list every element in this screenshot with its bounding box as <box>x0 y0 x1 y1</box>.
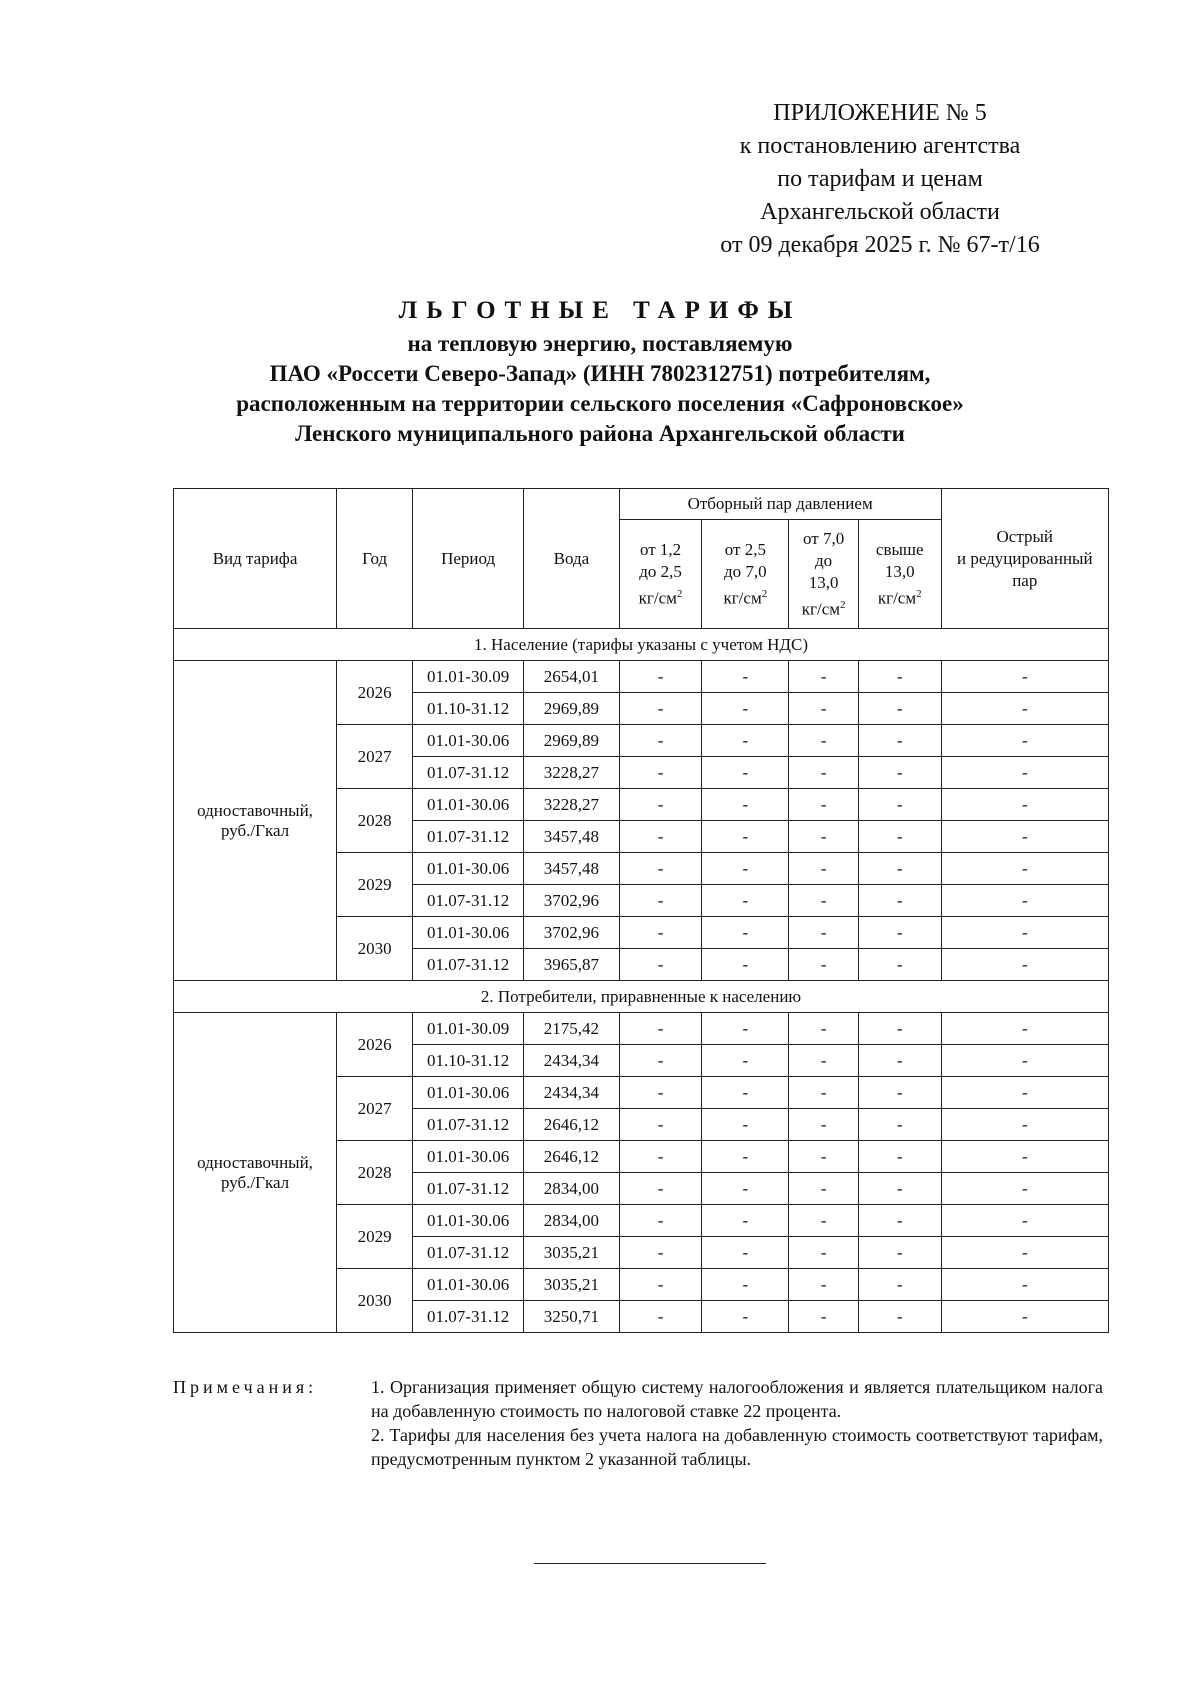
period-cell: 01.01-30.06 <box>413 1077 524 1109</box>
year-cell: 2029 <box>337 1205 413 1269</box>
title-main: ЛЬГОТНЫЕ ТАРИФЫ <box>398 297 802 324</box>
empty-value-cell: - <box>858 1013 941 1045</box>
empty-value-cell: - <box>702 1013 789 1045</box>
unit-exponent: 2 <box>916 587 922 600</box>
water-value-cell: 2646,12 <box>524 1109 620 1141</box>
empty-value-cell: - <box>702 661 789 693</box>
header-line: до <box>815 550 833 570</box>
empty-value-cell: - <box>702 1077 789 1109</box>
empty-value-cell: - <box>858 1269 941 1301</box>
period-cell: 01.07-31.12 <box>413 1109 524 1141</box>
header-line: и редуцированный <box>956 548 1093 568</box>
empty-value-cell: - <box>858 1109 941 1141</box>
appendix-line: ПРИЛОЖЕНИЕ № 5 <box>773 100 987 126</box>
empty-value-cell: - <box>789 1269 859 1301</box>
empty-value-cell: - <box>789 789 859 821</box>
header-line <box>792 594 855 621</box>
note-item: 1. Организация применяет общую систему налогообложения и является плательщиком налога на добавленную стоимость по налоговой ставке 22 процента. <box>371 1377 1103 1421</box>
header-sharp-steam <box>941 489 1108 629</box>
period-cell: 01.10-31.12 <box>413 1045 524 1077</box>
appendix-header <box>630 97 1130 262</box>
unit-text: кг/см <box>877 588 917 608</box>
water-value-cell: 2434,34 <box>524 1045 620 1077</box>
empty-value-cell: - <box>941 789 1108 821</box>
tariff-type-cell <box>174 661 337 981</box>
empty-value-cell: - <box>789 661 859 693</box>
water-value-cell: 3228,27 <box>524 789 620 821</box>
empty-value-cell: - <box>619 1045 702 1077</box>
header-year: Год <box>337 489 413 629</box>
empty-value-cell: - <box>858 885 941 917</box>
unit-text: кг/см <box>801 599 840 619</box>
empty-value-cell: - <box>702 1237 789 1269</box>
water-value-cell: 3457,48 <box>524 821 620 853</box>
period-cell: 01.07-31.12 <box>413 1173 524 1205</box>
title-line: расположенным на территории сельского поселения «Сафроновское» <box>236 391 964 416</box>
empty-value-cell: - <box>789 1045 859 1077</box>
unit-exponent: 2 <box>840 598 846 611</box>
year-cell: 2028 <box>337 1141 413 1205</box>
empty-value-cell: - <box>941 1109 1108 1141</box>
unit-text: кг/см <box>638 588 677 608</box>
water-value-cell: 2654,01 <box>524 661 620 693</box>
empty-value-cell: - <box>702 725 789 757</box>
empty-value-cell: - <box>702 1045 789 1077</box>
empty-value-cell: - <box>789 853 859 885</box>
empty-value-cell: - <box>941 949 1108 981</box>
empty-value-cell: - <box>789 917 859 949</box>
empty-value-cell: - <box>702 853 789 885</box>
tariff-type-line: одноставочный, <box>197 800 313 820</box>
year-cell: 2028 <box>337 789 413 853</box>
empty-value-cell: - <box>941 1205 1108 1237</box>
empty-value-cell: - <box>702 1109 789 1141</box>
header-line: свыше <box>875 539 924 559</box>
appendix-line: по тарифам и ценам <box>777 166 983 192</box>
year-cell: 2029 <box>337 853 413 917</box>
empty-value-cell: - <box>858 1141 941 1173</box>
empty-value-cell: - <box>941 917 1108 949</box>
period-cell: 01.01-30.06 <box>413 1141 524 1173</box>
period-cell: 01.01-30.06 <box>413 725 524 757</box>
empty-value-cell: - <box>702 1205 789 1237</box>
empty-value-cell: - <box>941 725 1108 757</box>
unit-exponent: 2 <box>761 587 768 600</box>
period-cell: 01.07-31.12 <box>413 949 524 981</box>
empty-value-cell: - <box>941 853 1108 885</box>
empty-value-cell: - <box>619 1301 702 1333</box>
empty-value-cell: - <box>789 1109 859 1141</box>
tariff-type-line: одноставочный, <box>197 1152 313 1172</box>
empty-value-cell: - <box>858 1173 941 1205</box>
unit-text: кг/см <box>723 588 762 608</box>
empty-value-cell: - <box>619 917 702 949</box>
table-row <box>174 1013 1109 1045</box>
water-value-cell: 2969,89 <box>524 693 620 725</box>
water-value-cell: 2646,12 <box>524 1141 620 1173</box>
title-line: ПАО «Россети Северо-Запад» (ИНН 7802312751) потребителям, <box>269 361 931 386</box>
water-value-cell: 3250,71 <box>524 1301 620 1333</box>
period-cell: 01.01-30.06 <box>413 1269 524 1301</box>
empty-value-cell: - <box>619 693 702 725</box>
empty-value-cell: - <box>789 821 859 853</box>
header-water: Вода <box>524 489 620 629</box>
empty-value-cell: - <box>619 821 702 853</box>
period-cell: 01.01-30.06 <box>413 1205 524 1237</box>
empty-value-cell: - <box>858 1205 941 1237</box>
empty-value-cell: - <box>702 1301 789 1333</box>
empty-value-cell: - <box>941 1077 1108 1109</box>
notes-label: Примечания: <box>173 1377 318 1397</box>
year-cell: 2026 <box>337 1013 413 1077</box>
tariff-type-cell <box>174 1013 337 1333</box>
year-cell: 2026 <box>337 661 413 725</box>
empty-value-cell: - <box>858 853 941 885</box>
note-item: 2. Тарифы для населения без учета налога на добавленную стоимость соответствуют тарифам, предусмотренным пунктом 2 указанной таблицы. <box>371 1425 1103 1469</box>
empty-value-cell: - <box>941 821 1108 853</box>
header-line <box>862 583 938 610</box>
empty-value-cell: - <box>789 725 859 757</box>
water-value-cell: 3228,27 <box>524 757 620 789</box>
empty-value-cell: - <box>619 757 702 789</box>
empty-value-cell: - <box>858 1237 941 1269</box>
year-cell: 2030 <box>337 917 413 981</box>
year-cell: 2030 <box>337 1269 413 1333</box>
period-cell: 01.01-30.09 <box>413 1013 524 1045</box>
water-value-cell: 3035,21 <box>524 1269 620 1301</box>
empty-value-cell: - <box>858 1301 941 1333</box>
empty-value-cell: - <box>619 1109 702 1141</box>
period-cell: 01.01-30.06 <box>413 789 524 821</box>
appendix-line: от 09 декабря 2025 г. № 67-т/16 <box>720 232 1040 258</box>
empty-value-cell: - <box>619 1077 702 1109</box>
header-line: от 2,5 <box>724 539 766 559</box>
empty-value-cell: - <box>858 917 941 949</box>
empty-value-cell: - <box>941 1045 1108 1077</box>
tariff-body <box>174 629 1109 1333</box>
empty-value-cell: - <box>702 1269 789 1301</box>
period-cell: 01.07-31.12 <box>413 821 524 853</box>
section-row <box>174 629 1109 661</box>
empty-value-cell: - <box>789 1013 859 1045</box>
empty-value-cell: - <box>858 757 941 789</box>
empty-value-cell: - <box>789 757 859 789</box>
empty-value-cell: - <box>702 949 789 981</box>
empty-value-cell: - <box>789 1301 859 1333</box>
unit-exponent: 2 <box>676 587 683 600</box>
empty-value-cell: - <box>619 725 702 757</box>
empty-value-cell: - <box>789 1077 859 1109</box>
document-title <box>120 293 1080 449</box>
header-line <box>623 583 699 610</box>
water-value-cell: 3035,21 <box>524 1237 620 1269</box>
empty-value-cell: - <box>858 789 941 821</box>
header-line: до 2,5 <box>639 561 682 581</box>
empty-value-cell: - <box>619 1141 702 1173</box>
water-value-cell: 3702,96 <box>524 917 620 949</box>
appendix-line: к постановлению агентства <box>739 133 1021 159</box>
empty-value-cell: - <box>789 1237 859 1269</box>
empty-value-cell: - <box>941 661 1108 693</box>
period-cell: 01.01-30.09 <box>413 661 524 693</box>
header-line: от 1,2 <box>639 539 682 559</box>
empty-value-cell: - <box>619 661 702 693</box>
header-steam-2 <box>702 520 789 629</box>
empty-value-cell: - <box>702 693 789 725</box>
header-line: 13,0 <box>884 561 915 581</box>
header-line: Острый <box>996 526 1054 546</box>
empty-value-cell: - <box>789 1141 859 1173</box>
empty-value-cell: - <box>858 949 941 981</box>
water-value-cell: 2434,34 <box>524 1077 620 1109</box>
empty-value-cell: - <box>789 1173 859 1205</box>
header-line: 13,0 <box>808 572 839 592</box>
header-steam-group: Отборный пар давлением <box>619 489 941 520</box>
water-value-cell: 3702,96 <box>524 885 620 917</box>
empty-value-cell: - <box>619 789 702 821</box>
empty-value-cell: - <box>941 693 1108 725</box>
empty-value-cell: - <box>702 789 789 821</box>
footer-divider <box>534 1563 766 1564</box>
empty-value-cell: - <box>858 1077 941 1109</box>
water-value-cell: 2834,00 <box>524 1173 620 1205</box>
empty-value-cell: - <box>702 1141 789 1173</box>
empty-value-cell: - <box>702 885 789 917</box>
title-line: Ленского муниципального района Архангельской области <box>295 421 905 446</box>
empty-value-cell: - <box>941 1141 1108 1173</box>
empty-value-cell: - <box>941 1269 1108 1301</box>
empty-value-cell: - <box>619 1013 702 1045</box>
header-steam-4 <box>858 520 941 629</box>
empty-value-cell: - <box>941 1301 1108 1333</box>
header-tariff-type: Вид тарифа <box>174 489 337 629</box>
period-cell: 01.10-31.12 <box>413 693 524 725</box>
header-line <box>705 583 785 610</box>
water-value-cell: 2969,89 <box>524 725 620 757</box>
empty-value-cell: - <box>702 917 789 949</box>
year-cell: 2027 <box>337 725 413 789</box>
water-value-cell: 3965,87 <box>524 949 620 981</box>
empty-value-cell: - <box>619 1269 702 1301</box>
tariff-table <box>173 488 1109 1333</box>
empty-value-cell: - <box>702 757 789 789</box>
header-line: пар <box>1012 570 1038 590</box>
water-value-cell: 3457,48 <box>524 853 620 885</box>
empty-value-cell: - <box>858 661 941 693</box>
empty-value-cell: - <box>941 757 1108 789</box>
empty-value-cell: - <box>789 1205 859 1237</box>
header-steam-1 <box>619 520 702 629</box>
section-title: 2. Потребители, приравненные к населению <box>174 981 1109 1013</box>
year-cell: 2027 <box>337 1077 413 1141</box>
tariff-type-line: руб./Гкал <box>220 820 290 840</box>
empty-value-cell: - <box>789 885 859 917</box>
tariff-type-line: руб./Гкал <box>220 1172 290 1192</box>
empty-value-cell: - <box>858 725 941 757</box>
empty-value-cell: - <box>619 949 702 981</box>
section-row <box>174 981 1109 1013</box>
period-cell: 01.01-30.06 <box>413 853 524 885</box>
empty-value-cell: - <box>858 693 941 725</box>
title-line: на тепловую энергию, поставляемую <box>407 331 793 356</box>
water-value-cell: 2834,00 <box>524 1205 620 1237</box>
empty-value-cell: - <box>702 821 789 853</box>
period-cell: 01.07-31.12 <box>413 1237 524 1269</box>
header-line: от 7,0 <box>803 528 845 548</box>
water-value-cell: 2175,42 <box>524 1013 620 1045</box>
notes-list <box>371 1375 1103 1471</box>
table-row <box>174 661 1109 693</box>
empty-value-cell: - <box>619 1205 702 1237</box>
empty-value-cell: - <box>941 1237 1108 1269</box>
empty-value-cell: - <box>619 1237 702 1269</box>
header-steam-3 <box>789 520 859 629</box>
header-period: Период <box>413 489 524 629</box>
section-title: 1. Население (тарифы указаны с учетом НДС) <box>174 629 1109 661</box>
period-cell: 01.01-30.06 <box>413 917 524 949</box>
period-cell: 01.07-31.12 <box>413 1301 524 1333</box>
period-cell: 01.07-31.12 <box>413 885 524 917</box>
appendix-line: Архангельской области <box>760 199 1000 225</box>
empty-value-cell: - <box>619 853 702 885</box>
empty-value-cell: - <box>789 949 859 981</box>
empty-value-cell: - <box>941 885 1108 917</box>
empty-value-cell: - <box>941 1013 1108 1045</box>
empty-value-cell: - <box>858 821 941 853</box>
period-cell: 01.07-31.12 <box>413 757 524 789</box>
empty-value-cell: - <box>941 1173 1108 1205</box>
empty-value-cell: - <box>619 1173 702 1205</box>
empty-value-cell: - <box>789 693 859 725</box>
header-line: до 7,0 <box>724 561 767 581</box>
empty-value-cell: - <box>619 885 702 917</box>
empty-value-cell: - <box>702 1173 789 1205</box>
empty-value-cell: - <box>858 1045 941 1077</box>
